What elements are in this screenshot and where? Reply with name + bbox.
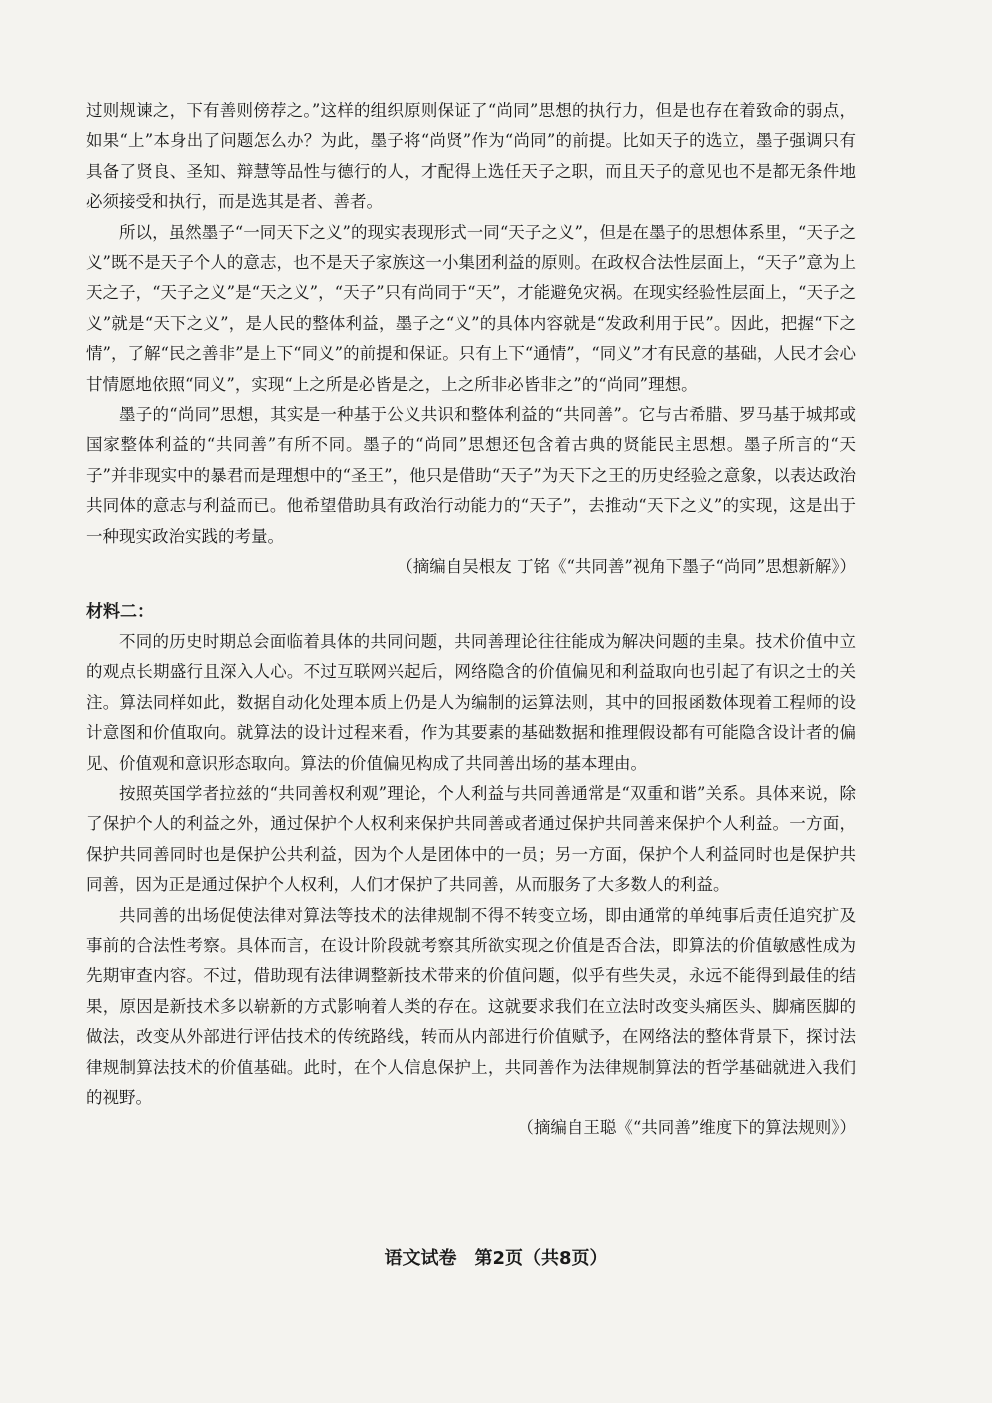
page-content (86, 96, 856, 1144)
material1-source: （摘编自吴根友 丁铭《“共同善”视角下墨子“尚同”思想新解》） (396, 557, 856, 577)
material2-source: （摘编自王聪《“共同善”维度下的算法规则》） (517, 1118, 856, 1138)
material1-paragraph-1: 过则规谏之，下有善则傍荐之。”这样的组织原则保证了“尚同”思想的执行力，但是也存在着致命的弱点，如果“上”本身出了问题怎么办？为此，墨子将“尚贤”作为“尚同”的前提。比如天子的选立，墨子强调只有具备了贤良、圣知、辩慧等品性与德行的人，才配得上选任天子之职，而且天子的意见也不是都无条件地必须接受和执行，而是选其是者、善者。 (86, 101, 856, 212)
page-footer: 语文试卷 第2页（共8页） (384, 1248, 608, 1269)
section-gap (86, 583, 856, 597)
material2-paragraph-2: 按照英国学者拉兹的“共同善权利观”理论，个人利益与共同善通常是“双重和谐”关系。具体来说，除了保护个人的利益之外，通过保护个人权利来保护共同善或者通过保护共同善来保护个人利益。一方面，保护共同善同时也是保护公共利益，因为个人是团体中的一员；另一方面，保护个人利益同时也是保护共同善，因为正是通过保护个人权利，人们才保护了共同善，从而服务了大多数人的利益。 (86, 783, 856, 895)
material1-paragraph-3: 墨子的“尚同”思想，其实是一种基于公义共识和整体利益的“共同善”。它与古希腊、罗马基于城邦或国家整体利益的“共同善”有所不同。墨子的“尚同”思想还包含着古典的贤能民主思想。墨子所言的“天子”并非现实中的暴君而是理想中的“圣王”，他只是借助“天子”为天下之王的历史经验之意象，以表达政治共同体的意志与利益而已。他希望借助具有政治行动能力的“天子”，去推动“天下之义”的实现，这是出于一种现实政治实践的考量。 (86, 405, 856, 546)
material2-label: 材料二： (86, 601, 154, 622)
material2-paragraph-3: 共同善的出场促使法律对算法等技术的法律规制不得不转变立场，即由通常的单纯事后责任追究扩及事前的合法性考察。具体而言，在设计阶段就考察其所欲实现之价值是否合法，即算法的价值敏感性成为先期审查内容。不过，借助现有法律调整新技术带来的价值问题，似乎有些失灵，永远不能得到最佳的结果，原因是新技术多以崭新的方式影响着人类的存在。这就要求我们在立法时改变头痛医头、脚痛医脚的做法，改变从外部进行评估技术的传统路线，转而从内部进行价值赋予，在网络法的整体背景下，探讨法律规制算法技术的价值基础。此时，在个人信息保护上，共同善作为法律规制算法的哲学基础就进入我们的视野。 (86, 905, 856, 1107)
material1-paragraph-2: 所以，虽然墨子“一同天下之义”的现实表现形式一同“天子之义”，但是在墨子的思想体系里，“天子之义”既不是天子个人的意志，也不是天子家族这一小集团利益的原则。在政权合法性层面上，“天子”意为上天之子，“天子之义”是“天之义”，“天子”只有尚同于“天”，才能避免灾祸。在现实经验性层面上，“天子之义”就是“天下之义”，是人民的整体利益，墨子之“义”的具体内容就是“发政利用于民”。因此，把握“下之情”，了解“民之善非”是上下“同义”的前提和保证。只有上下“通情”，“同义”才有民意的基础，人民才会心甘情愿地依照“同义”，实现“上之所是必皆是之，上之所非必皆非之”的“尚同”理想。 (86, 222, 856, 394)
material2-paragraph-1: 不同的历史时期总会面临着具体的共同问题，共同善理论往往能成为解决问题的圭臬。技术价值中立的观点长期盛行且深入人心。不过互联网兴起后，网络隐含的价值偏见和利益取向也引起了有识之士的关注。算法同样如此，数据自动化处理本质上仍是人为编制的运算法则，其中的回报函数体现着工程师的设计意图和价值取向。就算法的设计过程来看，作为其要素的基础数据和推理假设都有可能隐含设计者的偏见、价值观和意识形态取向。算法的价值偏见构成了共同善出场的基本理由。 (86, 631, 856, 773)
